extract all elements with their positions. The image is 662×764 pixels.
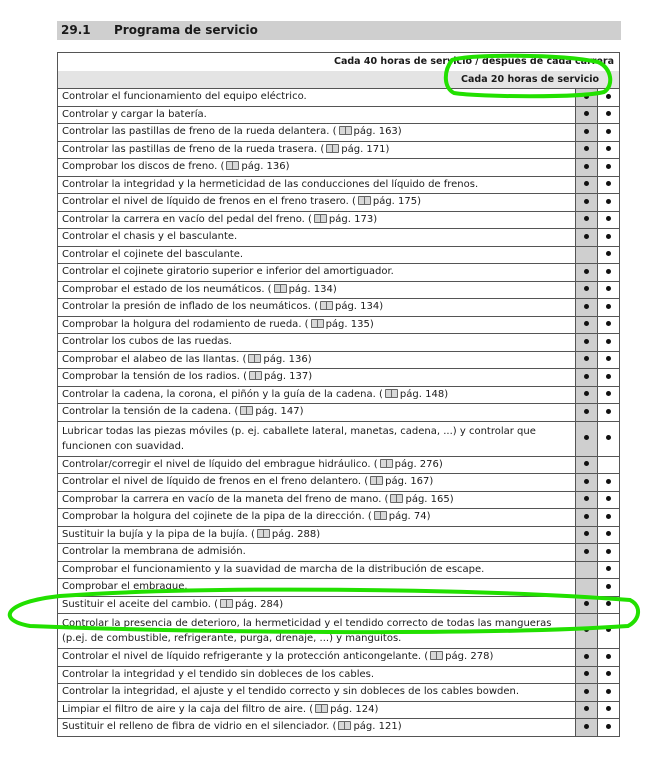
bullet-icon xyxy=(606,146,611,151)
interval-40h-cell xyxy=(597,684,619,702)
bullet-icon xyxy=(584,216,589,221)
page-reference: pág. 124) xyxy=(330,703,379,715)
interval-40h-cell xyxy=(597,246,619,264)
bullet-icon xyxy=(584,339,589,344)
task-text: Comprobar el funcionamiento y la suavidad de marcha de la distribución de escape. xyxy=(62,563,485,575)
task-description xyxy=(58,194,576,212)
interval-40h-cell xyxy=(597,404,619,422)
table-row xyxy=(58,264,620,282)
table-row xyxy=(58,351,620,369)
bullet-icon xyxy=(584,671,589,676)
book-icon xyxy=(315,704,328,713)
task-text: Controlar el funcionamiento del equipo eléctrico. xyxy=(62,91,307,102)
interval-20h-cell xyxy=(575,299,597,317)
interval-20h-cell xyxy=(575,404,597,422)
table-row xyxy=(58,106,620,124)
book-icon xyxy=(274,284,287,293)
interval-20h-cell xyxy=(575,229,597,247)
interval-20h-cell xyxy=(575,649,597,667)
table-row xyxy=(58,649,620,667)
interval-20h-cell xyxy=(575,281,597,299)
bullet-icon xyxy=(606,321,611,326)
bullet-icon xyxy=(606,409,611,414)
bullet-icon xyxy=(584,304,589,309)
section-header xyxy=(57,21,621,40)
bullet-icon xyxy=(606,706,611,711)
bullet-icon xyxy=(606,269,611,274)
interval-40h-cell xyxy=(597,456,619,474)
interval-40h-cell xyxy=(597,124,619,142)
task-description xyxy=(58,334,576,352)
task-text: Controlar el nivel de líquido de frenos en el freno trasero. ( xyxy=(62,196,356,207)
bullet-icon xyxy=(606,181,611,186)
interval-20h-cell xyxy=(575,246,597,264)
bullet-icon xyxy=(606,216,611,221)
bullet-icon xyxy=(606,566,611,571)
task-text: Controlar el cojinete giratorio superior e inferior del amortiguador. xyxy=(62,266,394,277)
bullet-icon xyxy=(584,654,589,659)
task-text: Lubricar todas las piezas móviles (p. ej. caballete lateral, manetas, cadena, ...) y controlar que funcionen con suavidad. xyxy=(62,425,536,452)
interval-40h-cell xyxy=(597,351,619,369)
interval-40h-cell xyxy=(597,159,619,177)
task-text: Comprobar el alabeo de las llantas. ( xyxy=(62,353,247,365)
task-text: Sustituir el aceite del cambio. ( xyxy=(62,598,218,610)
book-icon xyxy=(220,599,233,608)
interval-20h-cell xyxy=(575,666,597,684)
task-description xyxy=(58,561,576,579)
bullet-icon xyxy=(584,601,589,606)
interval-40h-cell xyxy=(597,701,619,719)
interval-40h-cell xyxy=(597,299,619,317)
table-row xyxy=(58,386,620,404)
interval-40h-cell xyxy=(597,369,619,387)
book-icon xyxy=(249,371,262,380)
book-icon xyxy=(257,529,270,538)
table-row xyxy=(58,526,620,544)
bullet-icon xyxy=(606,671,611,676)
interval-40h-cell xyxy=(597,649,619,667)
interval-20h-cell xyxy=(575,596,597,614)
interval-20h-cell xyxy=(575,509,597,527)
bullet-icon xyxy=(584,181,589,186)
bullet-icon xyxy=(584,321,589,326)
bullet-icon xyxy=(606,164,611,169)
page-reference: pág. 136) xyxy=(241,161,290,172)
task-text: Controlar la integridad y la hermeticidad de las conducciones del líquido de frenos. xyxy=(62,178,479,190)
page-reference: pág. 288) xyxy=(271,528,321,540)
interval-40h-cell xyxy=(597,544,619,562)
interval-40h-cell xyxy=(597,264,619,282)
bullet-icon xyxy=(584,409,589,414)
interval-20h-cell xyxy=(575,141,597,159)
task-description xyxy=(58,89,576,107)
task-text: Comprobar el estado de los neumáticos. ( xyxy=(62,283,272,295)
task-text: Controlar la presencia de deterioro, la hermeticidad y el tendido correcto de todas las mangueras (p.ej. de combustible, refrigerante, purga, drenaje, ...) y manguitos. xyxy=(62,618,552,644)
table-row xyxy=(58,369,620,387)
book-icon xyxy=(226,161,239,170)
interval-40h-cell xyxy=(597,141,619,159)
table-row xyxy=(58,246,620,264)
task-description xyxy=(58,666,576,684)
page-reference: pág. 165) xyxy=(405,493,454,505)
bullet-icon xyxy=(606,111,611,116)
task-text: Limpiar el filtro de aire y la caja del filtro de aire. ( xyxy=(62,703,314,715)
bullet-icon xyxy=(606,435,611,440)
task-description xyxy=(58,281,576,299)
table-row xyxy=(58,684,620,702)
bullet-icon xyxy=(584,269,589,274)
table-row xyxy=(58,544,620,562)
interval-20h-cell xyxy=(575,491,597,509)
header-row-20h xyxy=(58,71,620,89)
task-description xyxy=(58,684,576,702)
table-row xyxy=(58,124,620,142)
task-description xyxy=(58,106,576,124)
interval-40h-cell xyxy=(597,579,619,597)
task-description xyxy=(58,509,576,527)
bullet-icon xyxy=(584,391,589,396)
task-text: Controlar el nivel de líquido de frenos en el freno delantero. ( xyxy=(62,476,369,487)
table-row xyxy=(58,141,620,159)
bullet-icon xyxy=(606,514,611,519)
book-icon xyxy=(320,301,333,310)
task-text: Controlar el chasis y el basculante. xyxy=(62,231,238,242)
bullet-icon xyxy=(584,479,589,484)
table-row xyxy=(58,614,620,649)
page-reference: pág. 173) xyxy=(328,213,378,225)
interval-40h-cell xyxy=(597,386,619,404)
bullet-icon xyxy=(606,627,611,632)
interval-40h-cell xyxy=(597,526,619,544)
bullet-icon xyxy=(584,549,589,554)
interval-40h-cell xyxy=(597,334,619,352)
interval-40h-cell xyxy=(597,596,619,614)
interval-40h-cell xyxy=(597,281,619,299)
interval-40h-cell xyxy=(597,211,619,229)
book-icon xyxy=(385,389,398,398)
section-number: 29.1 xyxy=(61,23,91,37)
bullet-icon xyxy=(606,339,611,344)
bullet-icon xyxy=(606,549,611,554)
page-reference: pág. 284) xyxy=(235,598,284,610)
bullet-icon xyxy=(584,514,589,519)
task-text: Comprobar la holgura del cojinete de la pipa de la dirección. ( xyxy=(62,511,372,522)
bullet-icon xyxy=(606,129,611,134)
table-row xyxy=(58,456,620,474)
page-reference: pág. 278) xyxy=(445,651,494,662)
interval-20h-cell xyxy=(575,456,597,474)
interval-40h-cell xyxy=(597,106,619,124)
page-reference: pág. 163) xyxy=(353,126,402,137)
bullet-icon xyxy=(606,391,611,396)
page-reference: pág. 147) xyxy=(255,406,304,417)
task-description xyxy=(58,316,576,334)
interval-20h-cell xyxy=(575,264,597,282)
task-description xyxy=(58,526,576,544)
task-description xyxy=(58,719,576,737)
bullet-icon xyxy=(606,724,611,729)
table-row xyxy=(58,334,620,352)
interval-20h-cell xyxy=(575,719,597,737)
task-description xyxy=(58,141,576,159)
task-description xyxy=(58,421,576,456)
table-row xyxy=(58,404,620,422)
book-icon xyxy=(240,406,253,415)
table-row xyxy=(58,561,620,579)
page-reference: pág. 167) xyxy=(385,476,434,487)
interval-20h-cell xyxy=(575,124,597,142)
task-description xyxy=(58,246,576,264)
table-row xyxy=(58,281,620,299)
task-description xyxy=(58,491,576,509)
interval-40h-cell xyxy=(597,509,619,527)
interval-20h-cell xyxy=(575,421,597,456)
bullet-icon xyxy=(584,435,589,440)
task-text: Sustituir el relleno de fibra de vidrio en el silenciador. ( xyxy=(62,721,337,732)
task-description xyxy=(58,386,576,404)
task-text: Controlar la integridad y el tendido sin dobleces de los cables. xyxy=(62,668,375,680)
book-icon xyxy=(380,459,393,468)
bullet-icon xyxy=(584,689,589,694)
bullet-icon xyxy=(584,531,589,536)
interval-20h-cell xyxy=(575,159,597,177)
interval-40h-cell xyxy=(597,316,619,334)
task-description xyxy=(58,369,576,387)
interval-40h-cell xyxy=(597,474,619,492)
task-description xyxy=(58,614,576,649)
task-text: Controlar la membrana de admisión. xyxy=(62,546,246,557)
book-icon xyxy=(338,721,351,730)
task-description xyxy=(58,544,576,562)
task-description xyxy=(58,404,576,422)
interval-20h-cell xyxy=(575,106,597,124)
bullet-icon xyxy=(606,286,611,291)
page-reference: pág. 135) xyxy=(325,318,374,330)
table-row xyxy=(58,316,620,334)
interval-20h-cell xyxy=(575,369,597,387)
bullet-icon xyxy=(584,164,589,169)
bullet-icon xyxy=(584,356,589,361)
interval-20h-cell xyxy=(575,211,597,229)
table-row xyxy=(58,421,620,456)
interval-20h-cell xyxy=(575,194,597,212)
table-row xyxy=(58,229,620,247)
table-row xyxy=(58,299,620,317)
bullet-icon xyxy=(584,374,589,379)
task-text: Controlar la tensión de la cadena. ( xyxy=(62,406,239,417)
task-description xyxy=(58,701,576,719)
task-description xyxy=(58,456,576,474)
interval-40h-cell xyxy=(597,561,619,579)
bullet-icon xyxy=(606,689,611,694)
table-row xyxy=(58,176,620,194)
table-row xyxy=(58,211,620,229)
task-description xyxy=(58,229,576,247)
task-text: Comprobar la carrera en vacío de la maneta del freno de mano. ( xyxy=(62,493,389,505)
interval-20h-cell xyxy=(575,561,597,579)
task-description xyxy=(58,596,576,614)
interval-20h-cell xyxy=(575,316,597,334)
table-row xyxy=(58,89,620,107)
interval-20h-cell xyxy=(575,474,597,492)
page-reference: pág. 134) xyxy=(288,283,337,295)
task-text: Controlar la cadena, la corona, el piñón y la guía de la cadena. ( xyxy=(62,388,383,400)
section-title: Programa de servicio xyxy=(114,23,258,37)
bullet-icon xyxy=(606,234,611,239)
task-text: Controlar las pastillas de freno de la rueda trasera. ( xyxy=(62,143,325,155)
task-text: Comprobar la tensión de los radios. ( xyxy=(62,371,247,382)
task-description xyxy=(58,124,576,142)
task-description xyxy=(58,176,576,194)
table-row xyxy=(58,194,620,212)
bullet-icon xyxy=(584,706,589,711)
service-schedule-table xyxy=(57,52,620,737)
bullet-icon xyxy=(584,146,589,151)
bullet-icon xyxy=(584,461,589,466)
interval-20h-cell xyxy=(575,334,597,352)
interval-20h-cell xyxy=(575,526,597,544)
task-text: Comprobar los discos de freno. ( xyxy=(62,161,225,172)
book-icon xyxy=(358,196,371,205)
page-reference: pág. 74) xyxy=(388,511,431,522)
bullet-icon xyxy=(584,129,589,134)
bullet-icon xyxy=(606,199,611,204)
bullet-icon xyxy=(584,627,589,632)
table-row xyxy=(58,159,620,177)
interval-20h-cell xyxy=(575,544,597,562)
bullet-icon xyxy=(584,286,589,291)
interval-40h-cell xyxy=(597,719,619,737)
book-icon xyxy=(326,144,339,153)
task-text: Controlar la integridad, el ajuste y el tendido correcto y sin dobleces de los cables bowden. xyxy=(62,686,520,697)
bullet-icon xyxy=(606,251,611,256)
book-icon xyxy=(374,511,387,520)
interval-40h-cell xyxy=(597,421,619,456)
task-description xyxy=(58,351,576,369)
bullet-icon xyxy=(606,479,611,484)
interval-40h-cell xyxy=(597,89,619,107)
interval-20h-cell xyxy=(575,701,597,719)
bullet-icon xyxy=(584,724,589,729)
interval-40h-cell xyxy=(597,491,619,509)
interval-40h-cell xyxy=(597,229,619,247)
book-icon xyxy=(314,214,327,223)
task-text: Controlar las pastillas de freno de la rueda delantera. ( xyxy=(62,126,337,137)
task-text: Controlar la presión de inflado de los neumáticos. ( xyxy=(62,301,318,312)
task-description xyxy=(58,299,576,317)
table-body xyxy=(58,53,620,737)
interval-40h-cell xyxy=(597,176,619,194)
bullet-icon xyxy=(584,94,589,99)
bullet-icon xyxy=(606,531,611,536)
bullet-icon xyxy=(584,234,589,239)
book-icon xyxy=(370,476,383,485)
task-text: Comprobar el embrague. xyxy=(62,581,188,592)
bullet-icon xyxy=(606,601,611,606)
interval-20h-cell xyxy=(575,89,597,107)
interval-20h-cell xyxy=(575,579,597,597)
table-row xyxy=(58,474,620,492)
task-text: Controlar los cubos de las ruedas. xyxy=(62,336,232,347)
task-text: Controlar el nivel de líquido refrigerante y la protección anticongelante. ( xyxy=(62,651,429,662)
page-reference: pág. 136) xyxy=(263,353,312,365)
task-text: Controlar/corregir el nivel de líquido del embrague hidráulico. ( xyxy=(62,458,378,470)
table-row xyxy=(58,579,620,597)
bullet-icon xyxy=(606,654,611,659)
table-row xyxy=(58,596,620,614)
interval-40h-cell xyxy=(597,194,619,212)
book-icon xyxy=(390,494,403,503)
page-reference: pág. 276) xyxy=(394,458,443,470)
bullet-icon xyxy=(606,584,611,589)
book-icon xyxy=(430,651,443,660)
page-reference: pág. 137) xyxy=(264,371,313,382)
task-description xyxy=(58,579,576,597)
table-row xyxy=(58,666,620,684)
page-reference: pág. 148) xyxy=(399,388,449,400)
task-text: Comprobar la holgura del rodamiento de rueda. ( xyxy=(62,318,309,330)
task-description xyxy=(58,159,576,177)
task-description xyxy=(58,211,576,229)
bullet-icon xyxy=(584,111,589,116)
bullet-icon xyxy=(606,374,611,379)
task-text: Controlar el cojinete del basculante. xyxy=(62,248,244,260)
task-text: Sustituir la bujía y la pipa de la bujía. ( xyxy=(62,528,255,540)
bullet-icon xyxy=(584,199,589,204)
interval-20h-cell xyxy=(575,684,597,702)
page-reference: pág. 175) xyxy=(372,196,422,207)
book-icon xyxy=(339,126,352,135)
interval-40h-cell xyxy=(597,614,619,649)
book-icon xyxy=(311,319,324,328)
interval-20h-cell xyxy=(575,386,597,404)
task-text: Controlar la carrera en vacío del pedal del freno. ( xyxy=(62,213,312,225)
table-row xyxy=(58,491,620,509)
interval-20h-cell xyxy=(575,176,597,194)
header-20h-label: Cada 20 horas de servicio xyxy=(58,71,620,89)
table-row xyxy=(58,701,620,719)
page-reference: pág. 171) xyxy=(341,143,390,155)
task-text: Controlar y cargar la batería. xyxy=(62,108,207,120)
header-row-40h xyxy=(58,53,620,72)
bullet-icon xyxy=(606,304,611,309)
header-40h-label: Cada 40 horas de servicio / después de cada carrera xyxy=(58,53,620,72)
page-reference: pág. 121) xyxy=(353,721,402,732)
interval-20h-cell xyxy=(575,614,597,649)
bullet-icon xyxy=(606,356,611,361)
interval-20h-cell xyxy=(575,351,597,369)
page-reference: pág. 134) xyxy=(334,301,384,312)
task-description xyxy=(58,474,576,492)
bullet-icon xyxy=(606,94,611,99)
bullet-icon xyxy=(606,496,611,501)
interval-40h-cell xyxy=(597,666,619,684)
book-icon xyxy=(248,354,261,363)
bullet-icon xyxy=(584,496,589,501)
table-row xyxy=(58,509,620,527)
task-description xyxy=(58,649,576,667)
task-description xyxy=(58,264,576,282)
table-row xyxy=(58,719,620,737)
